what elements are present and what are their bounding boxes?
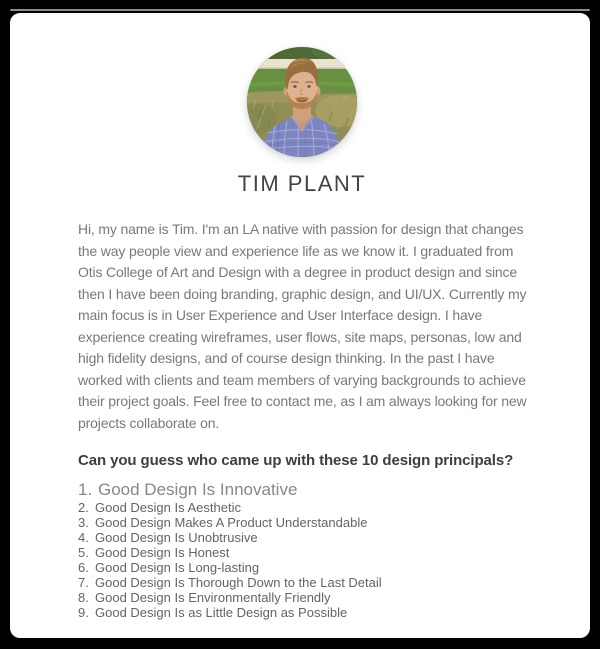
profile-name: TIM PLANT <box>237 171 367 196</box>
list-item-number: 4. <box>78 530 89 545</box>
list-item <box>78 515 526 530</box>
list-item-label: Good Design Is Aesthetic <box>95 500 241 515</box>
list-item-label: Good Design Is Honest <box>95 545 230 560</box>
list-item <box>78 560 526 575</box>
list-item <box>78 530 526 545</box>
avatar <box>247 47 357 157</box>
list-item-number: 2. <box>78 500 89 515</box>
design-principles-list <box>78 480 526 620</box>
list-item-number: 3. <box>78 515 89 530</box>
list-item-number: 9. <box>78 605 89 620</box>
list-item <box>78 480 526 499</box>
list-item <box>78 605 526 620</box>
list-item-label: Good Design Is as Little Design as Possible <box>95 605 348 620</box>
list-item-label: Good Design Is Long-lasting <box>95 560 260 575</box>
profile-card <box>10 13 590 638</box>
list-item <box>78 590 526 605</box>
list-item <box>78 545 526 560</box>
list-item-number: 7. <box>78 575 89 590</box>
avatar-photo <box>247 47 357 157</box>
list-item-number: 8. <box>78 590 89 605</box>
list-item-number: 6. <box>78 560 89 575</box>
quiz-question: Can you guess who came up with these 10 design principals? <box>78 452 514 469</box>
list-item-label: Good Design Makes A Product Understandable <box>95 515 368 530</box>
list-item-label: Good Design Is Unobtrusive <box>95 530 258 545</box>
list-item-label: Good Design Is Innovative <box>98 480 298 499</box>
list-item-label: Good Design Is Environmentally Friendly <box>95 590 331 605</box>
list-item <box>78 500 526 515</box>
profile-bio: Hi, my name is Tim. I'm an LA native with passion for design that changes the way people view and experience life as we know it. I graduated from Otis College of Art and Design with a degree in product design and since then I have been doing branding, graphic design, and UI/UX. Currently my main focus is in User Experience and User Interface design. I have experience creating wireframes, user flows, site maps, personas, low and high fidelity designs, and of course design thinking. In the past I have worked with clients and team members of varying backgrounds to achieve their project goals. Feel free to contact me, as I am always looking for new projects collaborate on. <box>78 221 527 431</box>
list-item-number: 1. <box>78 480 93 499</box>
top-divider-line <box>10 9 590 11</box>
list-item-label: Good Design Is Thorough Down to the Last Detail <box>95 575 382 590</box>
list-item <box>78 575 526 590</box>
list-item-number: 5. <box>78 545 89 560</box>
